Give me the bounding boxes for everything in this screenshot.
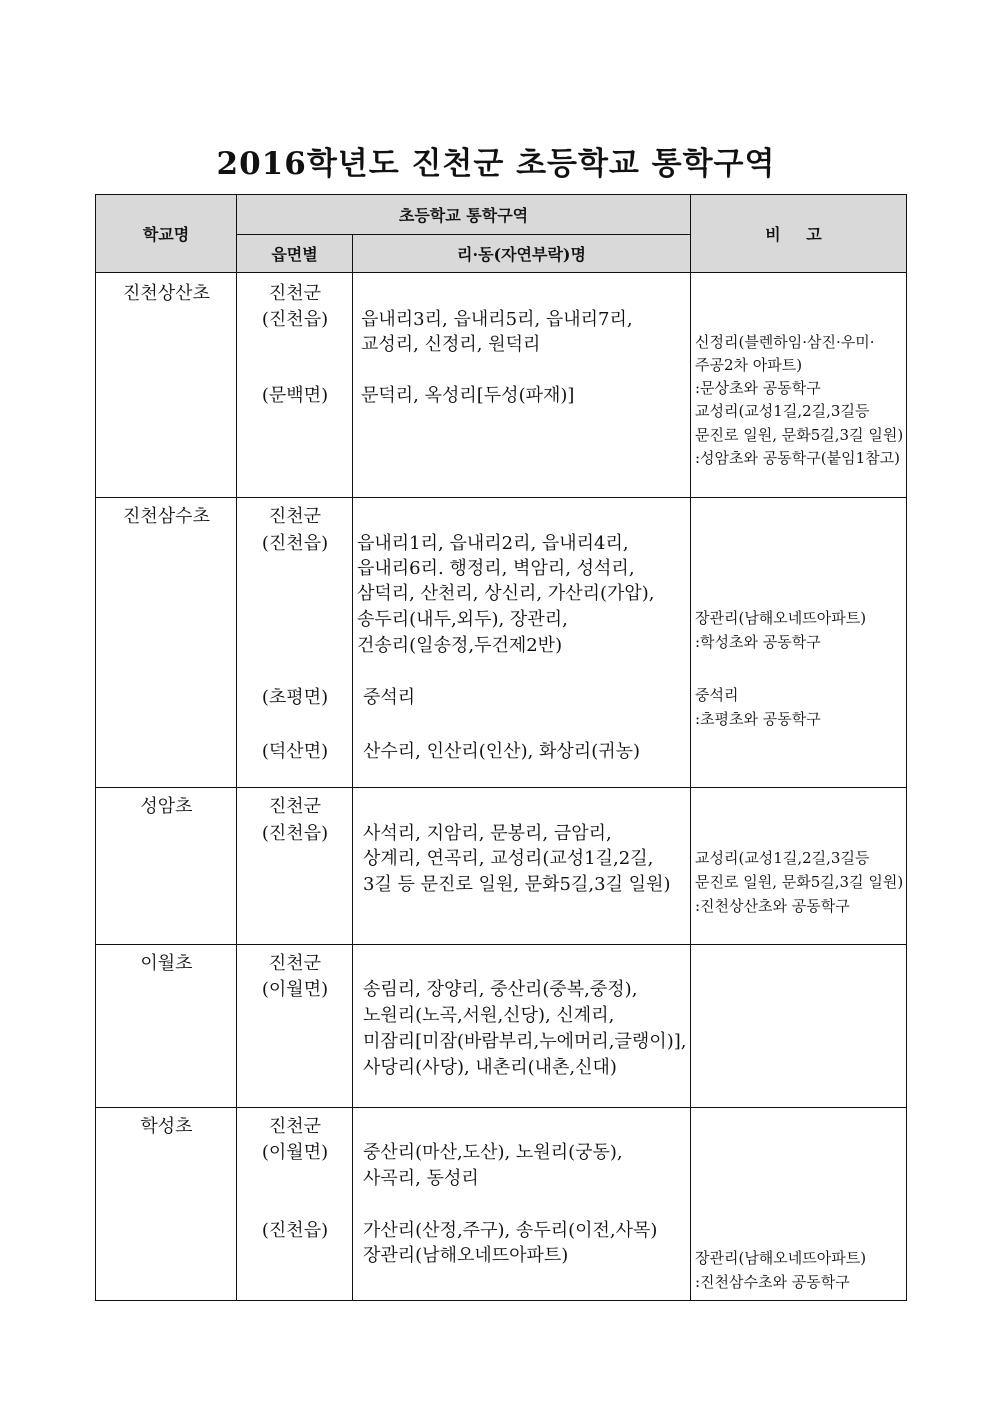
page-title: 2016학년도 진천군 초등학교 통학구역: [216, 146, 776, 182]
district-cell: [237, 945, 353, 1108]
district-text: (진천읍): [261, 1220, 329, 1241]
village-text: 노원리(노곡,서원,신당), 신계리,: [363, 1005, 615, 1026]
table-row: [96, 273, 907, 498]
village-text: 중산리(마산,도산), 노원리(궁동),: [363, 1142, 623, 1163]
village-text: 사당리(사당), 내촌리(내촌,신대): [363, 1057, 617, 1078]
header-zone: 초등학교 통학구역: [237, 195, 691, 235]
district-text: 진천군: [268, 1116, 322, 1137]
school-cell: [96, 273, 237, 498]
village-text: 건송리(일송정,두건제2반): [357, 635, 563, 656]
village-text: 교성리, 신정리, 원덕리: [361, 334, 541, 355]
district-cell: [237, 788, 353, 945]
district-text: 진천군: [268, 796, 322, 817]
header-district: 읍면별: [237, 235, 353, 273]
note-text: 신정리(블렌하임·삼진·우미·: [695, 333, 875, 351]
village-text: 문덕리, 옥성리[두성(파재)]: [361, 385, 575, 406]
district-text: (덕산면): [261, 741, 329, 762]
village-text: 읍내리1리, 읍내리2리, 읍내리4리,: [357, 533, 629, 554]
header-village: 리·동(자연부락)명: [353, 235, 691, 273]
district-text: (진천읍): [261, 309, 329, 330]
village-text: 송두리(내두,외두), 장관리,: [357, 609, 568, 630]
district-text: (이월면): [261, 1142, 329, 1163]
note-text: 장관리(남해오네뜨아파트): [695, 1249, 867, 1267]
table-row: [96, 498, 907, 788]
village-text: 상계리, 연곡리, 교성리(교성1길,2길,: [363, 848, 654, 869]
village-text: 장관리(남해오네뜨아파트): [363, 1245, 569, 1266]
district-text: (문백면): [261, 385, 329, 406]
school-cell: [96, 788, 237, 945]
note-text: 중석리: [695, 686, 739, 704]
note-text: :진천삼수초와 공동학구: [695, 1273, 850, 1291]
note-text: 문진로 일원, 문화5길,3길 일원): [695, 426, 904, 444]
village-text: 사곡리, 동성리: [363, 1168, 479, 1189]
table-row: [96, 1108, 907, 1301]
note-text: 장관리(남해오네뜨아파트): [695, 609, 867, 627]
village-cell: [353, 498, 691, 788]
header-school: 학교명: [96, 195, 237, 273]
village-cell: [353, 945, 691, 1108]
note-text: :문상초와 공동학구: [695, 379, 821, 397]
village-text: 가산리(산정,주구), 송두리(이전,사목): [363, 1220, 658, 1241]
school-name: 진천상산초: [123, 283, 210, 304]
district-text: (이월면): [261, 979, 329, 1000]
note-cell: [691, 273, 907, 498]
note-text: :학성초와 공동학구: [695, 633, 821, 651]
district-text: 진천군: [268, 283, 322, 304]
note-cell: [691, 945, 907, 1108]
note-text: 교성리(교성1길,2길,3길등: [695, 849, 870, 867]
note-cell: [691, 1108, 907, 1301]
school-name: 성암초: [140, 796, 193, 817]
table-row: [96, 945, 907, 1108]
header-note: 비 고: [691, 195, 907, 273]
village-text: 3길 등 문진로 일원, 문화5길,3길 일원): [363, 874, 671, 895]
village-text: 읍내리6리. 행정리, 벽암리, 성석리,: [357, 558, 635, 579]
village-text: 송림리, 장양리, 중산리(중복,중정),: [363, 979, 638, 1000]
district-text: (진천읍): [261, 533, 329, 554]
school-name: 이월초: [140, 953, 193, 974]
note-text: :초평초와 공동학구: [695, 710, 821, 728]
note-text: 문진로 일원, 문화5길,3길 일원): [695, 873, 904, 891]
school-name: 진천삼수초: [123, 506, 210, 527]
district-cell: [237, 498, 353, 788]
village-text: 중석리: [363, 687, 416, 708]
note-text: :성암초와 공동학구(붙임1참고): [695, 449, 900, 467]
village-text: 읍내리3리, 읍내리5리, 읍내리7리,: [361, 309, 633, 330]
school-cell: [96, 498, 237, 788]
district-text: 진천군: [268, 506, 322, 527]
village-cell: [353, 1108, 691, 1301]
note-cell: [691, 788, 907, 945]
district-text: (진천읍): [261, 823, 329, 844]
district-text: (초평면): [261, 687, 329, 708]
school-cell: [96, 1108, 237, 1301]
school-cell: [96, 945, 237, 1108]
district-cell: [237, 273, 353, 498]
district-text: 진천군: [268, 953, 322, 974]
village-text: 미잠리[미잠(바람부리,누에머리,글랭이)],: [363, 1031, 687, 1052]
village-text: 산수리, 인산리(인산), 화상리(귀농): [363, 741, 641, 762]
note-text: 주공2차 아파트): [695, 356, 803, 374]
note-text: :진천상산초와 공동학구: [695, 897, 850, 915]
school-name: 학성초: [140, 1116, 193, 1137]
table-row: [96, 788, 907, 945]
village-cell: [353, 788, 691, 945]
note-cell: [691, 498, 907, 788]
village-text: 사석리, 지암리, 문봉리, 금암리,: [363, 823, 612, 844]
school-zone-table: [95, 194, 907, 1301]
village-text: 삼덕리, 산천리, 상신리, 가산리(가압),: [357, 583, 655, 604]
village-cell: [353, 273, 691, 498]
district-cell: [237, 1108, 353, 1301]
note-text: 교성리(교성1길,2길,3길등: [695, 402, 870, 420]
